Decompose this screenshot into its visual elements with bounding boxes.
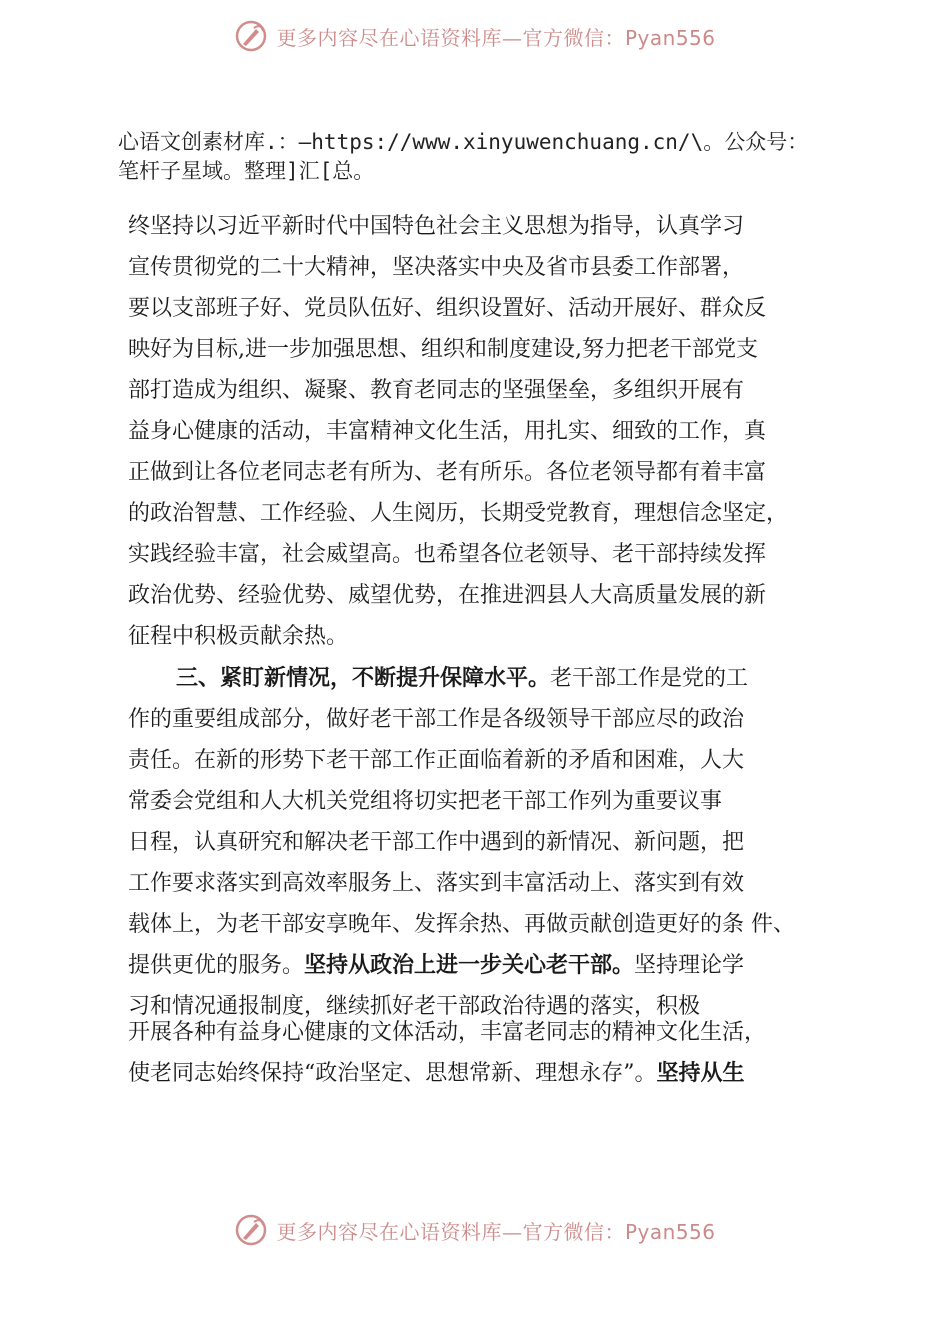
text-line: 作的重要组成部分，做好老干部工作是各级领导干部应尽的政治 xyxy=(128,707,745,732)
text-line: 政治优势、经验优势、威望优势，在推进泗县人大高质量发展的新 xyxy=(128,583,767,608)
text-line: 工作要求落实到高效率服务上、落实到丰富活动上、落实到有效 xyxy=(128,871,745,896)
paragraph-1 xyxy=(128,206,858,657)
paragraph-3 xyxy=(128,1012,858,1094)
text-line: 的政治智慧、工作经验、人生阅历，长期受党教育，理想信念坚定， xyxy=(128,501,789,526)
text-line: 宣传贯彻党的二十大精神，坚决落实中央及省市县委工作部署， xyxy=(128,255,745,280)
paragraph-2 xyxy=(128,658,858,1027)
text-line: 习和情况通报制度，继续抓好老干部政治待遇的落实，积极 xyxy=(128,994,701,1019)
text-line: 部打造成为组织、凝聚、教育老同志的坚强堡垒，多组织开展有 xyxy=(128,378,745,403)
text-line: 征程中积极贡献余热。 xyxy=(128,624,349,649)
wechat-id: Pyan556 xyxy=(624,25,716,50)
footer-banner xyxy=(0,1208,950,1252)
source-line-1: 心语文创素材库.：—https://www.xinyuwenchuang.cn/\。公众号： xyxy=(118,130,809,154)
text-line: 使老同志始终保持“政治坚定、思想常新、理想永存”。坚持从生 xyxy=(128,1061,745,1086)
text-line: 正做到让各位老同志老有所为、老有所乐。各位老领导都有着丰富 xyxy=(128,460,767,485)
source-line-2: 笔杆子星域。整理]汇[总。 xyxy=(118,159,375,183)
text-line: 实践经验丰富，社会威望高。也希望各位老领导、老干部持续发挥 xyxy=(128,542,767,567)
pen-logo-icon xyxy=(234,19,268,53)
source-note xyxy=(118,128,918,186)
text-line: 日程，认真研究和解决老干部工作中遇到的新情况、新问题，把 xyxy=(128,830,745,855)
banner-text: 更多内容尽在心语资料库—官方微信：Pyan556 xyxy=(276,25,716,50)
wechat-id: Pyan556 xyxy=(624,1219,716,1244)
header-banner xyxy=(0,14,950,58)
text-line: 常委会党组和人大机关党组将切实把老干部工作列为重要议事 xyxy=(128,789,723,814)
section-heading: 三、紧盯新情况，不断提升保障水平。 xyxy=(176,666,551,691)
text-line: 责任。在新的形势下老干部工作正面临着新的矛盾和困难，人大 xyxy=(128,748,745,773)
emphasis-text: 坚持从政治上进一步关心老干部。 xyxy=(304,953,635,978)
emphasis-text: 坚持从生 xyxy=(656,1061,745,1086)
text-line: 提供更优的服务。坚持从政治上进一步关心老干部。坚持理论学 xyxy=(128,953,745,978)
text-line: 开展各种有益身心健康的文体活动，丰富老同志的精神文化生活， xyxy=(128,1020,767,1045)
section-heading-line: 三、紧盯新情况，不断提升保障水平。老干部工作是党的工 xyxy=(176,666,749,691)
text-line: 益身心健康的活动，丰富精神文化生活，用扎实、细致的工作，真 xyxy=(128,419,767,444)
text-line: 要以支部班子好、党员队伍好、组织设置好、活动开展好、群众反 xyxy=(128,296,767,321)
text-line: 映好为目标,进一步加强思想、组织和制度建设,努力把老干部党支 xyxy=(128,337,758,362)
banner-text: 更多内容尽在心语资料库—官方微信：Pyan556 xyxy=(276,1219,716,1244)
text-line: 载体上，为老干部安享晚年、发挥余热、再做贡献创造更好的条 件、 xyxy=(128,912,795,937)
text-line: 终坚持以习近平新时代中国特色社会主义思想为指导，认真学习 xyxy=(128,214,745,239)
pen-logo-icon xyxy=(234,1213,268,1247)
